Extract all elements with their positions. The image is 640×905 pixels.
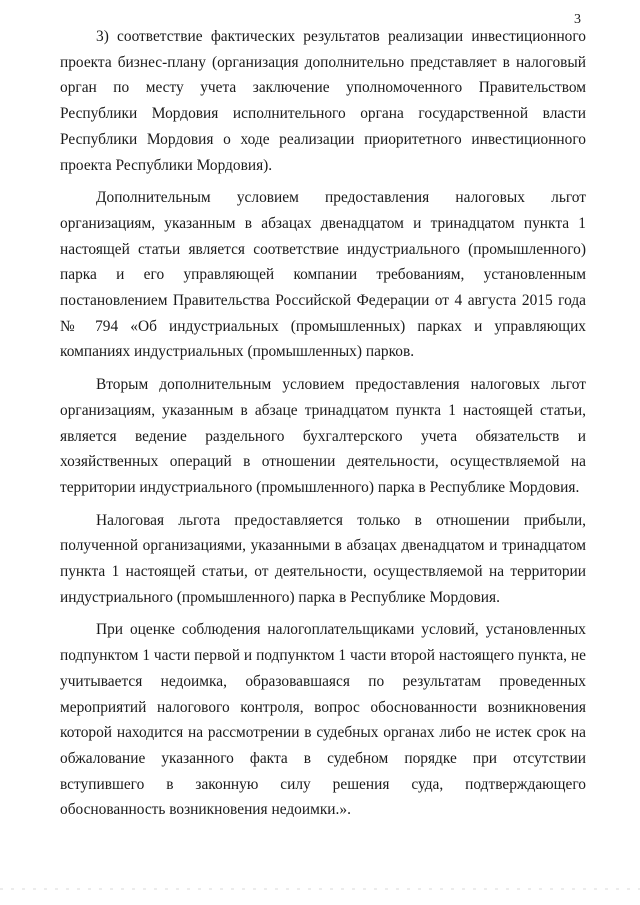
page-number: 3 [574, 12, 581, 27]
paragraph-industrial-park-condition: Дополнительным условием предоставления налоговых льгот организациям, указанным в абзацах двенадцатом и тринадцатом пункта 1 настоящей статьи является соответствие индустриального (промышленного) парка и его управляющей компании требованиям, установленным постановлением Правительства Российской Федерации от 4 августа 2015 года № 794 «Об индустриальных (промышленных) парках и управляющих компаниях индустриальных (промышленных) парков. [60, 189, 586, 361]
paragraph-separate-accounting-condition: Вторым дополнительным условием предоставления налоговых льгот организациям, указанным в абзаце тринадцатом пункта 1 настоящей статьи, является ведение раздельного бухгалтерского учета обязательств и хозяйственных операций в отношении деятельности, осуществляемой на территории индустриального (промышленного) парка в Республике Мордовия. [60, 376, 586, 496]
paragraph-profit-scope: Налоговая льгота предоставляется только в отношении прибыли, полученной организациями, указанными в абзацах двенадцатом и тринадцатом пункта 1 настоящей статьи, от деятельности, осуществляемой на территории индустриального (промышленного) парка в Республике Мордовия. [60, 511, 586, 606]
paragraph-arrears-exclusion: При оценке соблюдения налогоплательщиками условий, установленных подпунктом 1 части первой и подпунктом 1 части второй настоящего пункта, не учитывается недоимка, образовавшаяся по результатам проведенных мероприятий налогового контроля, вопрос обоснованности возникновения которой находится на рассмотрении в судебных органах либо не истек срок на обжалование указанного факта в судебном порядке при отсутствии вступившего в законную силу решения суда, подтверждающего обоснованность возникновения недоимки.». [60, 621, 586, 819]
document-body [60, 24, 586, 830]
paragraph-investment-compliance: 3) соответствие фактических результатов реализации инвестиционного проекта бизнес-плану (организация дополнительно представляет в налоговый орган по месту учета заключение уполномоченного Правительством Республики Мордовия исполнительного органа государственной власти Республики Мордовия о ходе реализации приоритетного инвестиционного проекта Республики Мордовия). [60, 28, 586, 174]
scan-edge-artifact [0, 888, 640, 890]
